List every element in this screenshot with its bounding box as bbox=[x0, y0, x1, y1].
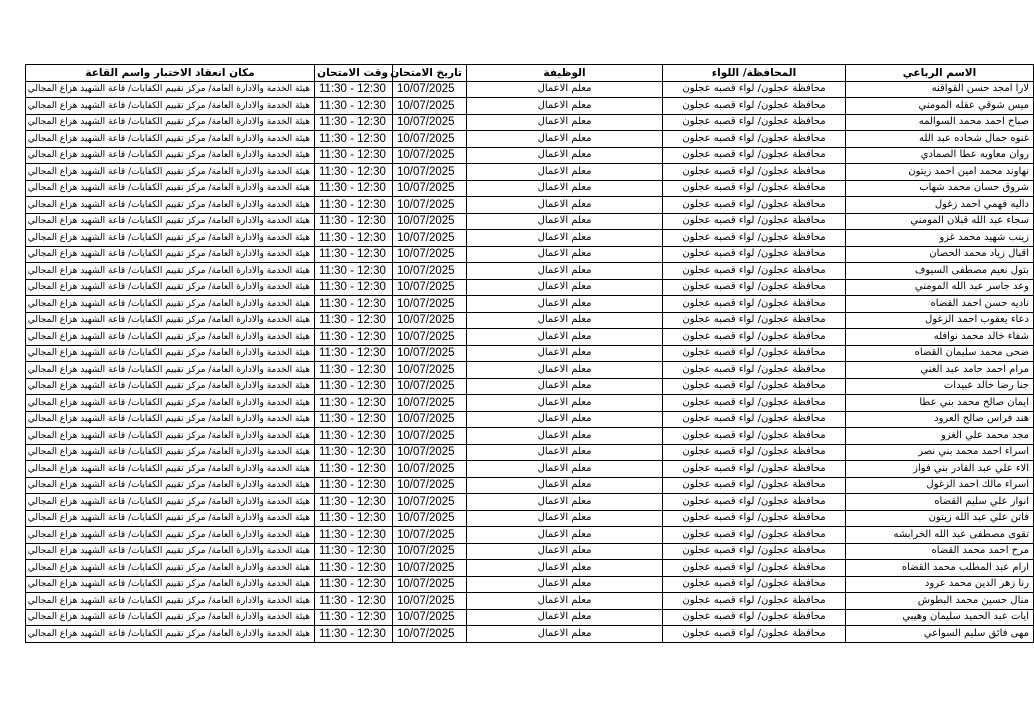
cell-governorate: محافظة عجلون/ لواء قصبه عجلون bbox=[663, 98, 846, 115]
cell-name: اسراء احمد محمد بني نصر bbox=[846, 444, 1034, 461]
cell-job: معلم الاعمال bbox=[467, 362, 663, 379]
table-row bbox=[26, 114, 1034, 131]
cell-job: معلم الاعمال bbox=[467, 263, 663, 280]
cell-name: ارام عبد المطلب محمد القضاه bbox=[846, 560, 1034, 577]
cell-governorate: محافظة عجلون/ لواء قصبه عجلون bbox=[663, 131, 846, 148]
cell-job: معلم الاعمال bbox=[467, 626, 663, 643]
cell-time: 11:30 - 12:30 bbox=[315, 626, 393, 643]
table-row bbox=[26, 527, 1034, 544]
cell-governorate: محافظة عجلون/ لواء قصبه عجلون bbox=[663, 428, 846, 445]
table-row bbox=[26, 296, 1034, 313]
cell-date: 10/07/2025 bbox=[393, 312, 467, 329]
table-row bbox=[26, 576, 1034, 593]
table-row bbox=[26, 213, 1034, 230]
cell-governorate: محافظة عجلون/ لواء قصبه عجلون bbox=[663, 494, 846, 511]
table-row bbox=[26, 197, 1034, 214]
cell-job: معلم الاعمال bbox=[467, 444, 663, 461]
table-row bbox=[26, 609, 1034, 626]
cell-governorate: محافظة عجلون/ لواء قصبه عجلون bbox=[663, 560, 846, 577]
header-name: الاسم الرباعي bbox=[846, 65, 1034, 82]
cell-date: 10/07/2025 bbox=[393, 114, 467, 131]
cell-time: 11:30 - 12:30 bbox=[315, 180, 393, 197]
cell-governorate: محافظة عجلون/ لواء قصبه عجلون bbox=[663, 312, 846, 329]
cell-date: 10/07/2025 bbox=[393, 527, 467, 544]
cell-governorate: محافظة عجلون/ لواء قصبه عجلون bbox=[663, 411, 846, 428]
cell-name: شفاء خالد محمد نوافله bbox=[846, 329, 1034, 346]
cell-name: داليه فهمي احمد زغول bbox=[846, 197, 1034, 214]
cell-time: 11:30 - 12:30 bbox=[315, 378, 393, 395]
table-row bbox=[26, 246, 1034, 263]
cell-date: 10/07/2025 bbox=[393, 180, 467, 197]
cell-date: 10/07/2025 bbox=[393, 230, 467, 247]
cell-time: 11:30 - 12:30 bbox=[315, 279, 393, 296]
cell-date: 10/07/2025 bbox=[393, 362, 467, 379]
cell-governorate: محافظة عجلون/ لواء قصبه عجلون bbox=[663, 147, 846, 164]
cell-time: 11:30 - 12:30 bbox=[315, 609, 393, 626]
table-row bbox=[26, 131, 1034, 148]
cell-governorate: محافظة عجلون/ لواء قصبه عجلون bbox=[663, 345, 846, 362]
cell-location: هيئة الخدمة والادارة العامة/ مركز تقييم الكفايات/ قاعة الشهيد هزاع المجالي bbox=[26, 312, 315, 329]
cell-name: مرام احمد حامد عبد الغني bbox=[846, 362, 1034, 379]
table-row bbox=[26, 230, 1034, 247]
cell-name: ايمان صالح محمد بني عطا bbox=[846, 395, 1034, 412]
cell-job: معلم الاعمال bbox=[467, 213, 663, 230]
cell-location: هيئة الخدمة والادارة العامة/ مركز تقييم الكفايات/ قاعة الشهيد هزاع المجالي bbox=[26, 279, 315, 296]
cell-time: 11:30 - 12:30 bbox=[315, 362, 393, 379]
cell-job: معلم الاعمال bbox=[467, 576, 663, 593]
cell-name: ناديه حسن احمد القضاه bbox=[846, 296, 1034, 313]
cell-name: غنوه جمال شحاده عبد الله bbox=[846, 131, 1034, 148]
cell-name: نهاوند محمد امين احمد زيتون bbox=[846, 164, 1034, 181]
cell-job: معلم الاعمال bbox=[467, 378, 663, 395]
cell-governorate: محافظة عجلون/ لواء قصبه عجلون bbox=[663, 263, 846, 280]
table-row bbox=[26, 263, 1034, 280]
cell-location: هيئة الخدمة والادارة العامة/ مركز تقييم الكفايات/ قاعة الشهيد هزاع المجالي bbox=[26, 560, 315, 577]
table-row bbox=[26, 164, 1034, 181]
cell-date: 10/07/2025 bbox=[393, 246, 467, 263]
cell-date: 10/07/2025 bbox=[393, 263, 467, 280]
cell-time: 11:30 - 12:30 bbox=[315, 477, 393, 494]
cell-location: هيئة الخدمة والادارة العامة/ مركز تقييم الكفايات/ قاعة الشهيد هزاع المجالي bbox=[26, 527, 315, 544]
cell-time: 11:30 - 12:30 bbox=[315, 560, 393, 577]
cell-date: 10/07/2025 bbox=[393, 395, 467, 412]
cell-job: معلم الاعمال bbox=[467, 279, 663, 296]
header-governorate: المحافظة/ اللواء bbox=[663, 65, 846, 82]
cell-location: هيئة الخدمة والادارة العامة/ مركز تقييم الكفايات/ قاعة الشهيد هزاع المجالي bbox=[26, 164, 315, 181]
cell-governorate: محافظة عجلون/ لواء قصبه عجلون bbox=[663, 593, 846, 610]
cell-location: هيئة الخدمة والادارة العامة/ مركز تقييم الكفايات/ قاعة الشهيد هزاع المجالي bbox=[26, 98, 315, 115]
cell-name: لارا امجد حسن القواقنه bbox=[846, 81, 1034, 98]
cell-location: هيئة الخدمة والادارة العامة/ مركز تقييم الكفايات/ قاعة الشهيد هزاع المجالي bbox=[26, 494, 315, 511]
cell-date: 10/07/2025 bbox=[393, 576, 467, 593]
cell-name: زينب شهيد محمد غزو bbox=[846, 230, 1034, 247]
cell-time: 11:30 - 12:30 bbox=[315, 527, 393, 544]
cell-time: 11:30 - 12:30 bbox=[315, 296, 393, 313]
cell-name: هند فراس صالح العرود bbox=[846, 411, 1034, 428]
cell-job: معلم الاعمال bbox=[467, 428, 663, 445]
cell-job: معلم الاعمال bbox=[467, 477, 663, 494]
cell-date: 10/07/2025 bbox=[393, 593, 467, 610]
cell-job: معلم الاعمال bbox=[467, 81, 663, 98]
cell-date: 10/07/2025 bbox=[393, 81, 467, 98]
cell-time: 11:30 - 12:30 bbox=[315, 246, 393, 263]
cell-date: 10/07/2025 bbox=[393, 98, 467, 115]
table-row bbox=[26, 98, 1034, 115]
table-row bbox=[26, 180, 1034, 197]
cell-time: 11:30 - 12:30 bbox=[315, 197, 393, 214]
cell-name: صباح احمد محمد السوالمه bbox=[846, 114, 1034, 131]
cell-date: 10/07/2025 bbox=[393, 164, 467, 181]
cell-name: مجد محمد علي الغزو bbox=[846, 428, 1034, 445]
cell-location: هيئة الخدمة والادارة العامة/ مركز تقييم الكفايات/ قاعة الشهيد هزاع المجالي bbox=[26, 428, 315, 445]
cell-governorate: محافظة عجلون/ لواء قصبه عجلون bbox=[663, 395, 846, 412]
cell-date: 10/07/2025 bbox=[393, 197, 467, 214]
cell-name: ايات عبد الحميد سليمان وهيبي bbox=[846, 609, 1034, 626]
cell-time: 11:30 - 12:30 bbox=[315, 461, 393, 478]
cell-governorate: محافظة عجلون/ لواء قصبه عجلون bbox=[663, 378, 846, 395]
cell-date: 10/07/2025 bbox=[393, 411, 467, 428]
cell-job: معلم الاعمال bbox=[467, 345, 663, 362]
cell-time: 11:30 - 12:30 bbox=[315, 576, 393, 593]
cell-governorate: محافظة عجلون/ لواء قصبه عجلون bbox=[663, 477, 846, 494]
cell-job: معلم الاعمال bbox=[467, 593, 663, 610]
cell-job: معلم الاعمال bbox=[467, 98, 663, 115]
cell-date: 10/07/2025 bbox=[393, 147, 467, 164]
table-row bbox=[26, 362, 1034, 379]
cell-date: 10/07/2025 bbox=[393, 477, 467, 494]
cell-time: 11:30 - 12:30 bbox=[315, 98, 393, 115]
header-row bbox=[26, 65, 1034, 82]
cell-name: الاء علي عبد القادر بني فواز bbox=[846, 461, 1034, 478]
cell-date: 10/07/2025 bbox=[393, 296, 467, 313]
cell-location: هيئة الخدمة والادارة العامة/ مركز تقييم الكفايات/ قاعة الشهيد هزاع المجالي bbox=[26, 114, 315, 131]
cell-governorate: محافظة عجلون/ لواء قصبه عجلون bbox=[663, 81, 846, 98]
table-row bbox=[26, 560, 1034, 577]
cell-job: معلم الاعمال bbox=[467, 131, 663, 148]
cell-job: معلم الاعمال bbox=[467, 510, 663, 527]
table-row bbox=[26, 395, 1034, 412]
table-row bbox=[26, 378, 1034, 395]
cell-name: رنا زهر الدين محمد عرود bbox=[846, 576, 1034, 593]
cell-date: 10/07/2025 bbox=[393, 626, 467, 643]
cell-location: هيئة الخدمة والادارة العامة/ مركز تقييم الكفايات/ قاعة الشهيد هزاع المجالي bbox=[26, 395, 315, 412]
cell-governorate: محافظة عجلون/ لواء قصبه عجلون bbox=[663, 609, 846, 626]
cell-name: ضحى محمد سليمان القضاه bbox=[846, 345, 1034, 362]
cell-job: معلم الاعمال bbox=[467, 180, 663, 197]
cell-job: معلم الاعمال bbox=[467, 461, 663, 478]
cell-date: 10/07/2025 bbox=[393, 609, 467, 626]
cell-location: هيئة الخدمة والادارة العامة/ مركز تقييم الكفايات/ قاعة الشهيد هزاع المجالي bbox=[26, 230, 315, 247]
table-row bbox=[26, 279, 1034, 296]
cell-location: هيئة الخدمة والادارة العامة/ مركز تقييم الكفايات/ قاعة الشهيد هزاع المجالي bbox=[26, 576, 315, 593]
cell-job: معلم الاعمال bbox=[467, 230, 663, 247]
cell-governorate: محافظة عجلون/ لواء قصبه عجلون bbox=[663, 576, 846, 593]
table-row bbox=[26, 626, 1034, 643]
cell-name: منال حسين محمد البطوش bbox=[846, 593, 1034, 610]
cell-time: 11:30 - 12:30 bbox=[315, 428, 393, 445]
table-row bbox=[26, 494, 1034, 511]
cell-name: بتول نعيم مصطفى السيوف bbox=[846, 263, 1034, 280]
cell-job: معلم الاعمال bbox=[467, 296, 663, 313]
cell-governorate: محافظة عجلون/ لواء قصبه عجلون bbox=[663, 213, 846, 230]
cell-time: 11:30 - 12:30 bbox=[315, 411, 393, 428]
cell-job: معلم الاعمال bbox=[467, 543, 663, 560]
cell-job: معلم الاعمال bbox=[467, 197, 663, 214]
cell-name: سجاء عبد الله قبلان المومني bbox=[846, 213, 1034, 230]
cell-governorate: محافظة عجلون/ لواء قصبه عجلون bbox=[663, 527, 846, 544]
cell-name: اقبال زياد محمد الحصان bbox=[846, 246, 1034, 263]
table-row bbox=[26, 428, 1034, 445]
table-row bbox=[26, 312, 1034, 329]
cell-location: هيئة الخدمة والادارة العامة/ مركز تقييم الكفايات/ قاعة الشهيد هزاع المجالي bbox=[26, 329, 315, 346]
cell-location: هيئة الخدمة والادارة العامة/ مركز تقييم الكفايات/ قاعة الشهيد هزاع المجالي bbox=[26, 131, 315, 148]
cell-location: هيئة الخدمة والادارة العامة/ مركز تقييم الكفايات/ قاعة الشهيد هزاع المجالي bbox=[26, 81, 315, 98]
cell-name: روان معاويه عطا الصمادي bbox=[846, 147, 1034, 164]
cell-time: 11:30 - 12:30 bbox=[315, 230, 393, 247]
cell-job: معلم الاعمال bbox=[467, 411, 663, 428]
cell-job: معلم الاعمال bbox=[467, 609, 663, 626]
cell-governorate: محافظة عجلون/ لواء قصبه عجلون bbox=[663, 510, 846, 527]
cell-date: 10/07/2025 bbox=[393, 494, 467, 511]
cell-date: 10/07/2025 bbox=[393, 428, 467, 445]
cell-date: 10/07/2025 bbox=[393, 279, 467, 296]
cell-governorate: محافظة عجلون/ لواء قصبه عجلون bbox=[663, 114, 846, 131]
cell-location: هيئة الخدمة والادارة العامة/ مركز تقييم الكفايات/ قاعة الشهيد هزاع المجالي bbox=[26, 180, 315, 197]
cell-name: وعد جاسر عبد الله المومني bbox=[846, 279, 1034, 296]
header-job: الوظيفة bbox=[467, 65, 663, 82]
cell-location: هيئة الخدمة والادارة العامة/ مركز تقييم الكفايات/ قاعة الشهيد هزاع المجالي bbox=[26, 362, 315, 379]
cell-name: جنا رضا خالد عبيدات bbox=[846, 378, 1034, 395]
cell-governorate: محافظة عجلون/ لواء قصبه عجلون bbox=[663, 164, 846, 181]
table-row bbox=[26, 81, 1034, 98]
header-location: مكان انعقاد الاختبار واسم القاعة bbox=[26, 65, 315, 82]
cell-location: هيئة الخدمة والادارة العامة/ مركز تقييم الكفايات/ قاعة الشهيد هزاع المجالي bbox=[26, 345, 315, 362]
table-row bbox=[26, 510, 1034, 527]
table-row bbox=[26, 147, 1034, 164]
cell-job: معلم الاعمال bbox=[467, 329, 663, 346]
cell-time: 11:30 - 12:30 bbox=[315, 263, 393, 280]
cell-time: 11:30 - 12:30 bbox=[315, 329, 393, 346]
cell-governorate: محافظة عجلون/ لواء قصبه عجلون bbox=[663, 329, 846, 346]
cell-location: هيئة الخدمة والادارة العامة/ مركز تقييم الكفايات/ قاعة الشهيد هزاع المجالي bbox=[26, 246, 315, 263]
cell-date: 10/07/2025 bbox=[393, 510, 467, 527]
cell-governorate: محافظة عجلون/ لواء قصبه عجلون bbox=[663, 296, 846, 313]
cell-date: 10/07/2025 bbox=[393, 461, 467, 478]
cell-location: هيئة الخدمة والادارة العامة/ مركز تقييم الكفايات/ قاعة الشهيد هزاع المجالي bbox=[26, 477, 315, 494]
table-row bbox=[26, 444, 1034, 461]
cell-time: 11:30 - 12:30 bbox=[315, 164, 393, 181]
cell-name: ميس شوقي عقله المومني bbox=[846, 98, 1034, 115]
cell-name: مهى فائق سليم السواعي bbox=[846, 626, 1034, 643]
cell-location: هيئة الخدمة والادارة العامة/ مركز تقييم الكفايات/ قاعة الشهيد هزاع المجالي bbox=[26, 626, 315, 643]
cell-name: تقوى مصطفى عبد الله الخرابشه bbox=[846, 527, 1034, 544]
cell-location: هيئة الخدمة والادارة العامة/ مركز تقييم الكفايات/ قاعة الشهيد هزاع المجالي bbox=[26, 609, 315, 626]
cell-time: 11:30 - 12:30 bbox=[315, 510, 393, 527]
cell-location: هيئة الخدمة والادارة العامة/ مركز تقييم الكفايات/ قاعة الشهيد هزاع المجالي bbox=[26, 296, 315, 313]
table-body bbox=[26, 81, 1034, 642]
cell-location: هيئة الخدمة والادارة العامة/ مركز تقييم الكفايات/ قاعة الشهيد هزاع المجالي bbox=[26, 378, 315, 395]
cell-time: 11:30 - 12:30 bbox=[315, 543, 393, 560]
cell-location: هيئة الخدمة والادارة العامة/ مركز تقييم الكفايات/ قاعة الشهيد هزاع المجالي bbox=[26, 543, 315, 560]
table-row bbox=[26, 461, 1034, 478]
cell-date: 10/07/2025 bbox=[393, 543, 467, 560]
cell-date: 10/07/2025 bbox=[393, 560, 467, 577]
cell-time: 11:30 - 12:30 bbox=[315, 345, 393, 362]
cell-job: معلم الاعمال bbox=[467, 164, 663, 181]
cell-time: 11:30 - 12:30 bbox=[315, 213, 393, 230]
cell-location: هيئة الخدمة والادارة العامة/ مركز تقييم الكفايات/ قاعة الشهيد هزاع المجالي bbox=[26, 213, 315, 230]
cell-location: هيئة الخدمة والادارة العامة/ مركز تقييم الكفايات/ قاعة الشهيد هزاع المجالي bbox=[26, 197, 315, 214]
cell-governorate: محافظة عجلون/ لواء قصبه عجلون bbox=[663, 279, 846, 296]
cell-job: معلم الاعمال bbox=[467, 114, 663, 131]
cell-job: معلم الاعمال bbox=[467, 527, 663, 544]
cell-job: معلم الاعمال bbox=[467, 147, 663, 164]
cell-time: 11:30 - 12:30 bbox=[315, 444, 393, 461]
cell-name: شروق حسان محمد شهاب bbox=[846, 180, 1034, 197]
cell-date: 10/07/2025 bbox=[393, 329, 467, 346]
cell-governorate: محافظة عجلون/ لواء قصبه عجلون bbox=[663, 362, 846, 379]
cell-governorate: محافظة عجلون/ لواء قصبه عجلون bbox=[663, 230, 846, 247]
cell-location: هيئة الخدمة والادارة العامة/ مركز تقييم الكفايات/ قاعة الشهيد هزاع المجالي bbox=[26, 263, 315, 280]
cell-governorate: محافظة عجلون/ لواء قصبه عجلون bbox=[663, 197, 846, 214]
cell-location: هيئة الخدمة والادارة العامة/ مركز تقييم الكفايات/ قاعة الشهيد هزاع المجالي bbox=[26, 411, 315, 428]
cell-governorate: محافظة عجلون/ لواء قصبه عجلون bbox=[663, 444, 846, 461]
cell-time: 11:30 - 12:30 bbox=[315, 131, 393, 148]
cell-governorate: محافظة عجلون/ لواء قصبه عجلون bbox=[663, 626, 846, 643]
table-row bbox=[26, 411, 1034, 428]
cell-job: معلم الاعمال bbox=[467, 395, 663, 412]
cell-location: هيئة الخدمة والادارة العامة/ مركز تقييم الكفايات/ قاعة الشهيد هزاع المجالي bbox=[26, 593, 315, 610]
cell-name: انوار علي سليم القضاه bbox=[846, 494, 1034, 511]
table-row bbox=[26, 329, 1034, 346]
cell-job: معلم الاعمال bbox=[467, 494, 663, 511]
cell-time: 11:30 - 12:30 bbox=[315, 312, 393, 329]
cell-location: هيئة الخدمة والادارة العامة/ مركز تقييم الكفايات/ قاعة الشهيد هزاع المجالي bbox=[26, 147, 315, 164]
cell-name: اسراء مالك احمد الزغول bbox=[846, 477, 1034, 494]
header-time: وقت الامتحان bbox=[315, 65, 393, 82]
cell-job: معلم الاعمال bbox=[467, 312, 663, 329]
header-date: تاريخ الامتحان bbox=[393, 65, 467, 82]
cell-governorate: محافظة عجلون/ لواء قصبه عجلون bbox=[663, 461, 846, 478]
cell-name: فاتن علي عبد الله زيتون bbox=[846, 510, 1034, 527]
cell-date: 10/07/2025 bbox=[393, 213, 467, 230]
candidates-table bbox=[25, 64, 1034, 643]
cell-time: 11:30 - 12:30 bbox=[315, 81, 393, 98]
cell-location: هيئة الخدمة والادارة العامة/ مركز تقييم الكفايات/ قاعة الشهيد هزاع المجالي bbox=[26, 444, 315, 461]
cell-time: 11:30 - 12:30 bbox=[315, 593, 393, 610]
cell-governorate: محافظة عجلون/ لواء قصبه عجلون bbox=[663, 246, 846, 263]
cell-date: 10/07/2025 bbox=[393, 131, 467, 148]
table-row bbox=[26, 477, 1034, 494]
cell-time: 11:30 - 12:30 bbox=[315, 494, 393, 511]
cell-date: 10/07/2025 bbox=[393, 444, 467, 461]
cell-governorate: محافظة عجلون/ لواء قصبه عجلون bbox=[663, 180, 846, 197]
table-row bbox=[26, 593, 1034, 610]
cell-job: معلم الاعمال bbox=[467, 246, 663, 263]
table-row bbox=[26, 543, 1034, 560]
cell-governorate: محافظة عجلون/ لواء قصبه عجلون bbox=[663, 543, 846, 560]
cell-name: مرح احمد محمد القضاه bbox=[846, 543, 1034, 560]
cell-location: هيئة الخدمة والادارة العامة/ مركز تقييم الكفايات/ قاعة الشهيد هزاع المجالي bbox=[26, 461, 315, 478]
cell-name: دعاء يعقوب احمد الزغول bbox=[846, 312, 1034, 329]
cell-time: 11:30 - 12:30 bbox=[315, 147, 393, 164]
cell-job: معلم الاعمال bbox=[467, 560, 663, 577]
cell-date: 10/07/2025 bbox=[393, 378, 467, 395]
cell-location: هيئة الخدمة والادارة العامة/ مركز تقييم الكفايات/ قاعة الشهيد هزاع المجالي bbox=[26, 510, 315, 527]
cell-date: 10/07/2025 bbox=[393, 345, 467, 362]
cell-time: 11:30 - 12:30 bbox=[315, 395, 393, 412]
table-row bbox=[26, 345, 1034, 362]
cell-time: 11:30 - 12:30 bbox=[315, 114, 393, 131]
